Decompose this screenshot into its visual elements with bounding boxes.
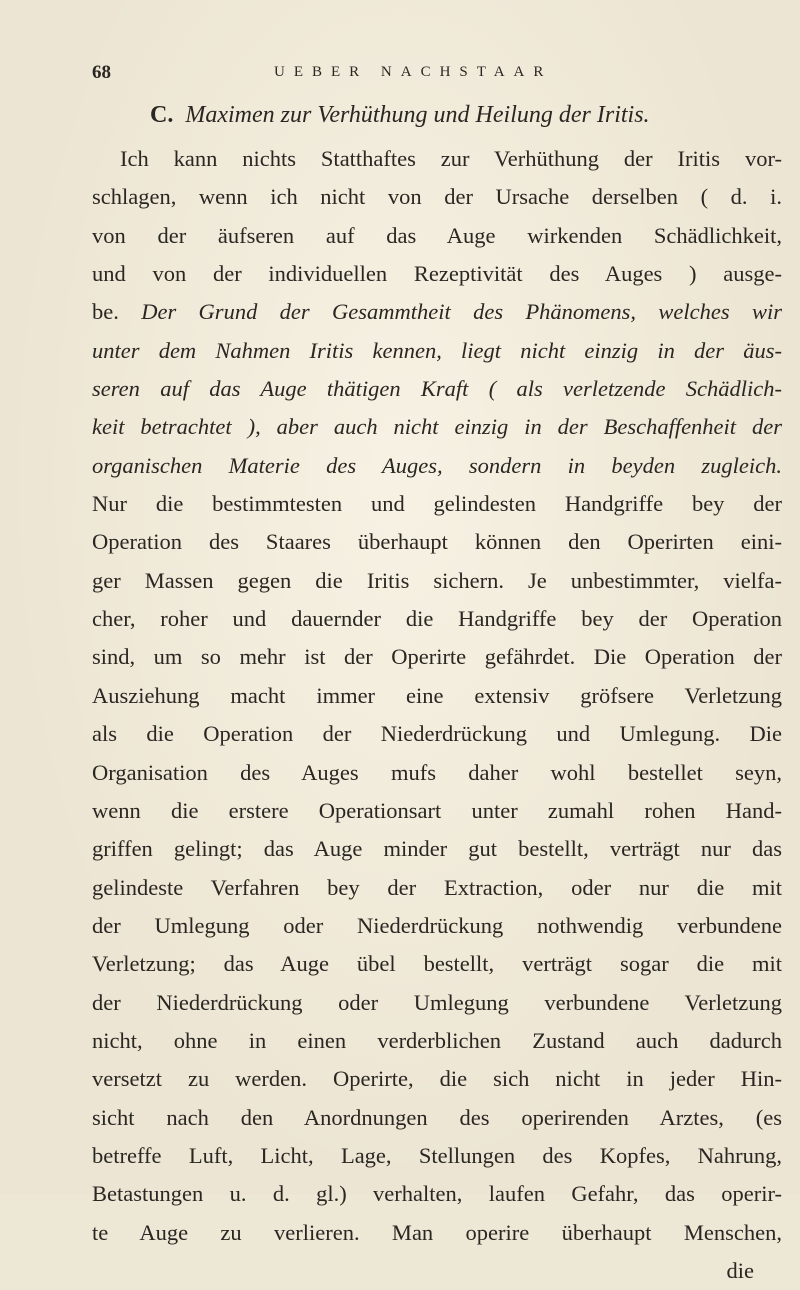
text-segment: keit betrachtet ), aber auch nicht einzig in der Beschaffenheit der bbox=[92, 414, 782, 440]
text-line bbox=[92, 792, 782, 830]
text-line bbox=[92, 217, 782, 255]
text-line bbox=[92, 715, 782, 753]
text-line bbox=[92, 1214, 782, 1252]
text-segment: Organisation des Auges mufs daher wohl bestellet seyn, bbox=[92, 759, 782, 785]
text-segment: Ich kann nichts Statthaftes zur Verhüthung der Iritis vor- bbox=[120, 146, 782, 171]
section-marker: C. bbox=[150, 102, 174, 128]
text-segment: sicht nach den Anordnungen des operirenden Arztes, (es bbox=[92, 1104, 782, 1130]
text-segment: betreffe Luft, Licht, Lage, Stellungen des Kopfes, Nahrung, bbox=[92, 1142, 782, 1168]
text-segment: wenn die erstere Operationsart unter zumahl rohen Hand- bbox=[92, 797, 782, 823]
text-line bbox=[92, 332, 782, 370]
text-line bbox=[92, 1099, 782, 1137]
text-line bbox=[92, 140, 782, 178]
text-line bbox=[92, 754, 782, 792]
text-line bbox=[92, 408, 782, 446]
text-segment: sind, um so mehr ist der Operirte gefährdet. Die Operation der bbox=[92, 644, 782, 670]
text-segment: griffen gelingt; das Auge minder gut bestellt, verträgt nur das bbox=[92, 836, 782, 862]
text-line bbox=[92, 447, 782, 485]
text-segment: te Auge zu verlieren. Man operire überhaupt Menschen, bbox=[92, 1219, 782, 1245]
text-line bbox=[92, 370, 782, 408]
text-segment: Betastungen u. d. gl.) verhalten, laufen Gefahr, das operir- bbox=[92, 1181, 782, 1207]
text-line bbox=[92, 178, 782, 216]
text-line bbox=[92, 945, 782, 983]
text-segment: Der Grund der Gesammtheit des Phänomens, welches wir bbox=[141, 299, 782, 325]
text-segment: seren auf das Auge thätigen Kraft ( als verletzende Schädlich- bbox=[92, 376, 782, 402]
text-segment: cher, roher und dauernder die Handgriffe bey der Operation bbox=[92, 606, 782, 632]
text-segment: be. bbox=[92, 299, 142, 325]
running-head bbox=[92, 62, 782, 92]
section-title: Maximen zur Verhüthung und Heilung der Iritis. bbox=[185, 102, 650, 128]
text-line bbox=[92, 1175, 782, 1213]
text-line bbox=[92, 869, 782, 907]
text-segment: Operation des Staares überhaupt können den Operirten eini- bbox=[92, 529, 782, 555]
text-line bbox=[92, 562, 782, 600]
text-segment: Verletzung; das Auge übel bestellt, verträgt sogar die mit bbox=[92, 951, 782, 977]
text-segment: der Niederdrückung oder Umlegung verbundene Verletzung bbox=[92, 989, 782, 1015]
body-text bbox=[92, 140, 782, 1290]
text-segment: der Umlegung oder Niederdrückung nothwendig verbundene bbox=[92, 912, 782, 938]
text-segment: unter dem Nahmen Iritis kennen, liegt nicht einzig in der äus- bbox=[92, 337, 782, 363]
catchword: die bbox=[726, 1257, 754, 1283]
text-segment: Ausziehung macht immer eine extensiv gröfsere Verletzung bbox=[92, 682, 782, 708]
running-title: UEBER NACHSTAAR bbox=[274, 64, 553, 80]
text-segment: als die Operation der Niederdrückung und Umlegung. Die bbox=[92, 721, 782, 747]
section-heading bbox=[150, 102, 650, 129]
text-segment: und von der individuellen Rezeptivität des Auges ) ausge- bbox=[92, 261, 782, 287]
page-number: 68 bbox=[92, 62, 111, 83]
text-segment: nicht, ohne in einen verderblichen Zustand auch dadurch bbox=[92, 1027, 782, 1053]
text-line bbox=[92, 984, 782, 1022]
text-line bbox=[92, 255, 782, 293]
text-segment: Nur die bestimmtesten und gelindesten Handgriffe bey der bbox=[92, 491, 782, 517]
text-segment: versetzt zu werden. Operirte, die sich nicht in jeder Hin- bbox=[92, 1066, 782, 1092]
text-line bbox=[92, 907, 782, 945]
text-line bbox=[92, 677, 782, 715]
text-segment: organischen Materie des Auges, sondern in beyden zugleich. bbox=[92, 452, 782, 478]
text-line bbox=[92, 830, 782, 868]
text-line bbox=[92, 1022, 782, 1060]
text-line bbox=[92, 1137, 782, 1175]
text-segment: von der äufseren auf das Auge wirkenden Schädlichkeit, bbox=[92, 222, 782, 248]
text-line bbox=[92, 485, 782, 523]
text-segment: ger Massen gegen die Iritis sichern. Je unbestimmter, vielfa- bbox=[92, 567, 782, 593]
text-segment: gelindeste Verfahren bey der Extraction, oder nur die mit bbox=[92, 874, 782, 900]
text-line bbox=[92, 523, 782, 561]
text-line bbox=[92, 293, 782, 331]
text-line bbox=[92, 600, 782, 638]
text-segment: schlagen, wenn ich nicht von der Ursache derselben ( d. i. bbox=[92, 184, 782, 210]
text-line bbox=[92, 1060, 782, 1098]
text-line bbox=[92, 638, 782, 676]
